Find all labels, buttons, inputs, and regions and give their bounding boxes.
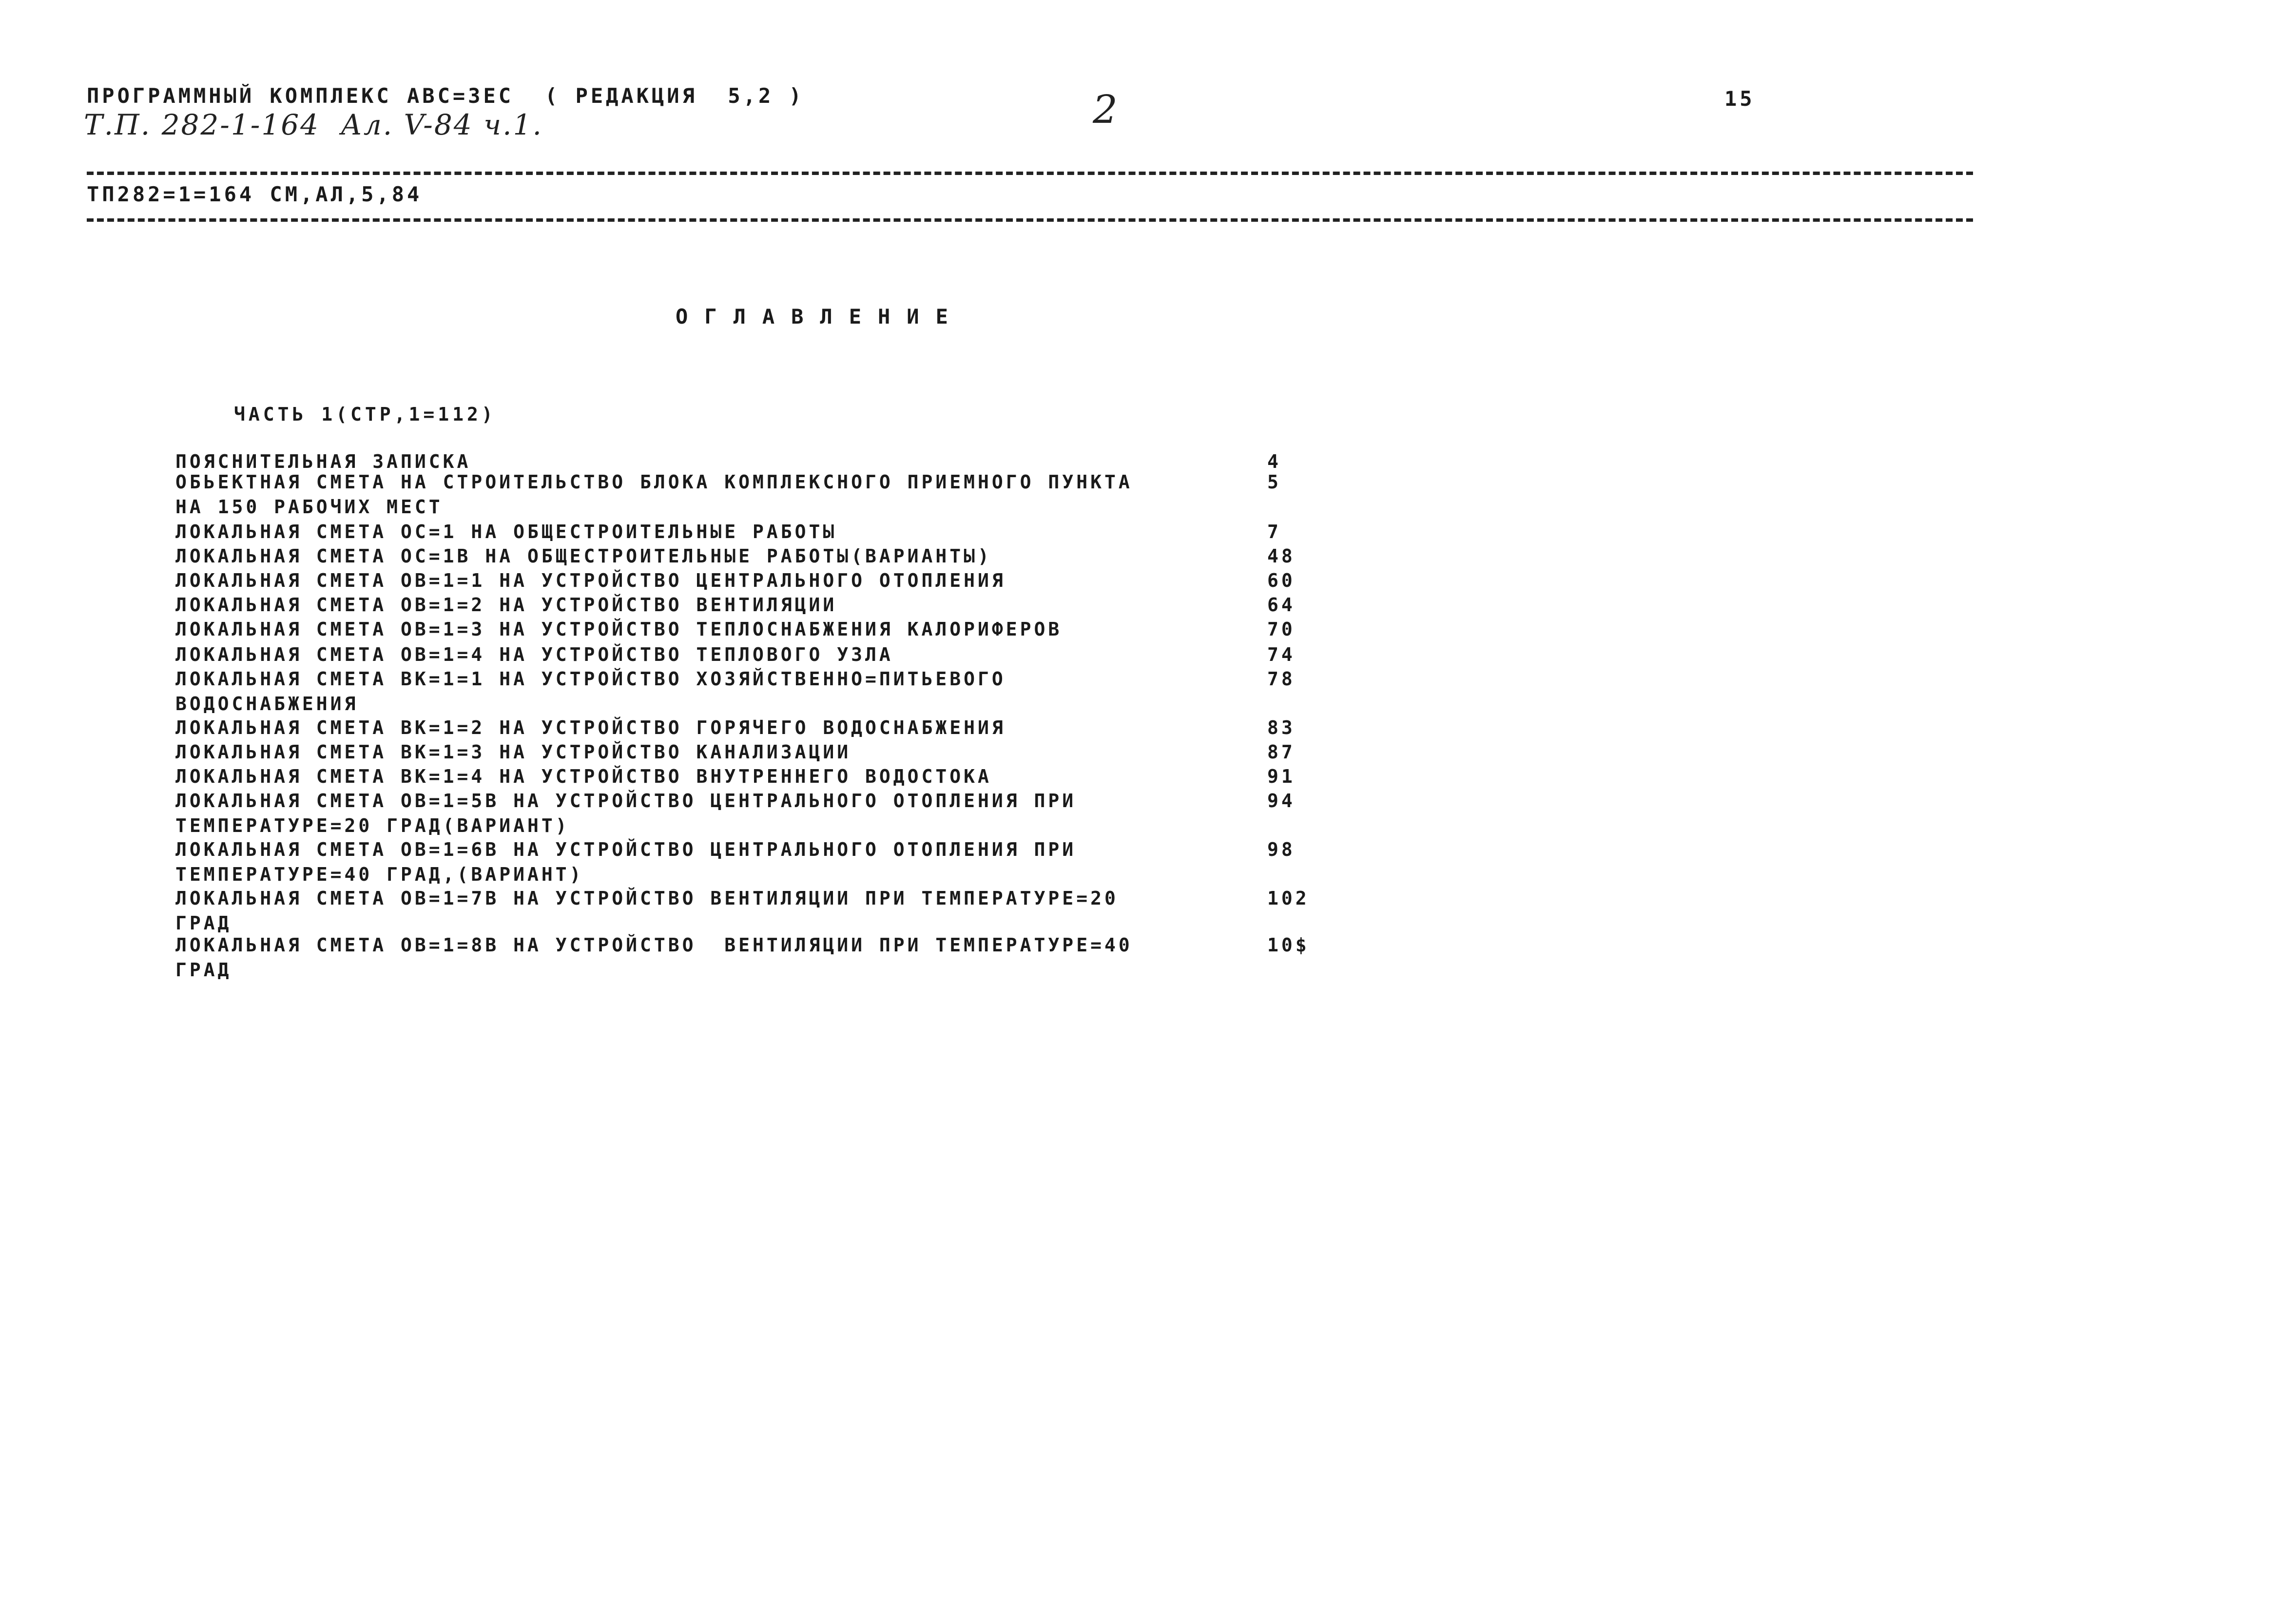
toc-entry-page: 48 — [1267, 545, 1296, 567]
toc-entry-page: 98 — [1267, 839, 1296, 860]
edition-label: ( РЕДАКЦИЯ 5,2 ) — [545, 84, 804, 108]
toc-entry-title: ОБЬЕКТНАЯ СМЕТА НА СТРОИТЕЛЬСТВО БЛОКА КОМПЛЕКСНОГО ПРИЕМНОГО ПУНКТА НА 150 РАБОЧИХ МЕСТ — [175, 471, 1133, 518]
toc-entry-title: ЛОКАЛЬНАЯ СМЕТА ВК=1=4 НА УСТРОЙСТВО ВНУТРЕННЕГО ВОДОСТОКА — [175, 766, 992, 787]
toc-entry-title: ЛОКАЛЬНАЯ СМЕТА ОВ=1=8В НА УСТРОЙСТВО ВЕНТИЛЯЦИИ ПРИ ТЕМПЕРАТУРЕ=40 ГРАД — [175, 934, 1133, 981]
toc-entry-title: ЛОКАЛЬНАЯ СМЕТА ОВ=1=5В НА УСТРОЙСТВО ЦЕНТРАЛЬНОГО ОТОПЛЕНИЯ ПРИ ТЕМПЕРАТУРЕ=20 ГРАД(ВАРИАНТ) — [175, 790, 1077, 836]
toc-entry-title: ЛОКАЛЬНАЯ СМЕТА ВК=1=2 НА УСТРОЙСТВО ГОРЯЧЕГО ВОДОСНАБЖЕНИЯ — [175, 717, 1006, 738]
toc-entry-page: 4 — [1267, 451, 1281, 472]
toc-entry — [175, 837, 1345, 886]
toc-entry — [175, 470, 1345, 519]
toc-entry-title: ЛОКАЛЬНАЯ СМЕТА ВК=1=3 НА УСТРОЙСТВО КАНАЛИЗАЦИИ — [175, 741, 851, 763]
toc-entry-title: ЛОКАЛЬНАЯ СМЕТА ОВ=1=3 НА УСТРОЙСТВО ТЕПЛОСНАБЖЕНИЯ КАЛОРИФЕРОВ — [175, 619, 1063, 640]
toc-entry-title: ЛОКАЛЬНАЯ СМЕТА ОВ=1=2 НА УСТРОЙСТВО ВЕНТИЛЯЦИИ — [175, 594, 837, 616]
toc-entry-page: 91 — [1267, 766, 1296, 787]
program-name: ПРОГРАММНЫЙ КОМПЛЕКС АВС=3ЕС — [87, 84, 514, 108]
page-number: 15 — [1724, 87, 1755, 111]
toc-entry-page: 60 — [1267, 570, 1296, 591]
divider-top — [87, 172, 1973, 175]
page-title: ОГЛАВЛЕНИЕ — [676, 305, 965, 329]
toc-entry-title: ЛОКАЛЬНАЯ СМЕТА ОВ=1=4 НА УСТРОЙСТВО ТЕПЛОВОГО УЗЛА — [175, 644, 893, 665]
toc-entry-title: ЛОКАЛЬНАЯ СМЕТА ОВ=1=7В НА УСТРОЙСТВО ВЕНТИЛЯЦИИ ПРИ ТЕМПЕРАТУРЕ=20 ГРАД — [175, 888, 1119, 934]
handwritten-page-number: 2 — [1093, 87, 1118, 132]
toc-entry-title: ЛОКАЛЬНАЯ СМЕТА ОВ=1=1 НА УСТРОЙСТВО ЦЕНТРАЛЬНОГО ОТОПЛЕНИЯ — [175, 570, 1006, 591]
toc-entry-page: 87 — [1267, 741, 1296, 763]
toc-entry — [175, 667, 1345, 715]
toc-entry-page: 10$ — [1267, 934, 1310, 956]
divider-bottom — [87, 218, 1973, 222]
toc-entry-title: ЛОКАЛЬНАЯ СМЕТА ОС=1В НА ОБЩЕСТРОИТЕЛЬНЫЕ РАБОТЫ(ВАРИАНТЫ) — [175, 545, 992, 567]
toc-entry-title: ПОЯСНИТЕЛЬНАЯ ЗАПИСКА — [175, 451, 471, 472]
toc-entry-page: 64 — [1267, 594, 1296, 616]
toc-entry — [175, 886, 1345, 935]
toc-entry-page: 102 — [1267, 888, 1310, 909]
part-heading: ЧАСТЬ 1(СТР,1=112) — [234, 404, 496, 425]
toc-entry-page: 7 — [1267, 521, 1281, 542]
toc-entry-page: 83 — [1267, 717, 1296, 738]
toc-entry-page: 94 — [1267, 790, 1296, 812]
handwritten-reference: Т.П. 282-1-164 Ал. V-84 ч.1. — [84, 108, 543, 141]
toc-entry-page: 74 — [1267, 644, 1296, 665]
toc-entry — [175, 789, 1345, 837]
toc-entry-page: 5 — [1267, 471, 1281, 493]
document-code: ТП282=1=164 СМ,АЛ,5,84 — [87, 182, 423, 206]
toc-entry — [175, 933, 1345, 982]
toc-entry-title: ЛОКАЛЬНАЯ СМЕТА ОВ=1=6В НА УСТРОЙСТВО ЦЕНТРАЛЬНОГО ОТОПЛЕНИЯ ПРИ ТЕМПЕРАТУРЕ=40 ГРАД,(ВАРИАНТ) — [175, 839, 1077, 885]
toc-entry-title: ЛОКАЛЬНАЯ СМЕТА ОС=1 НА ОБЩЕСТРОИТЕЛЬНЫЕ РАБОТЫ — [175, 521, 837, 542]
toc-entry-page: 78 — [1267, 668, 1296, 690]
toc-entry-page: 70 — [1267, 619, 1296, 640]
toc-entry-title: ЛОКАЛЬНАЯ СМЕТА ВК=1=1 НА УСТРОЙСТВО ХОЗЯЙСТВЕННО=ПИТЬЕВОГО ВОДОСНАБЖЕНИЯ — [175, 668, 1006, 715]
